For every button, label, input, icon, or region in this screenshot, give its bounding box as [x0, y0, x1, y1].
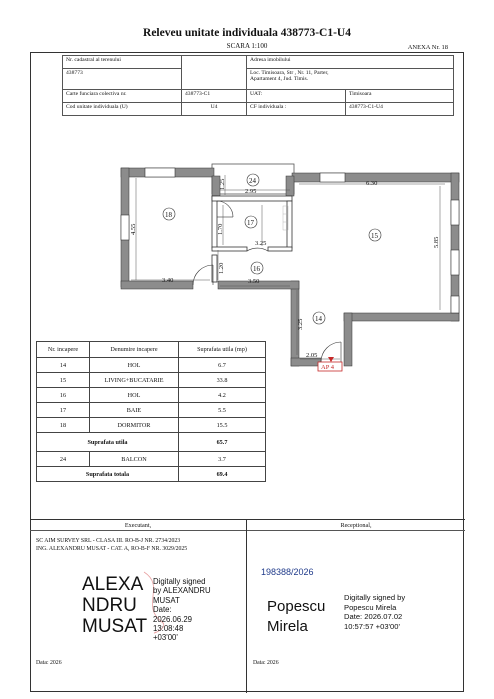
row-nr: 24 [37, 452, 90, 467]
room-label-16: 16 [253, 265, 260, 273]
dim-6-30: 6.30 [366, 180, 378, 187]
table-row [37, 358, 266, 373]
row-name: HOL [90, 388, 179, 403]
row-area: 5.5 [179, 403, 266, 418]
dim-3-25-bath: 3.25 [255, 240, 267, 247]
exec-digital-line: 2026.06.29 [153, 614, 193, 624]
dim-1-20: 1.20 [218, 262, 225, 274]
row-nr: 16 [37, 388, 90, 403]
executant-date: Data: 2026 [36, 660, 62, 666]
dim-2-95: 2.95 [245, 188, 257, 195]
receptional-block [246, 519, 465, 693]
executant-label: Executant, [124, 522, 152, 529]
receptional-signature-name [267, 597, 325, 637]
executant-name-part-2: NDRU [82, 595, 137, 616]
scale-label: SCARA 1:100 [226, 42, 268, 50]
table-row [37, 388, 266, 403]
row-area: 15.5 [179, 418, 266, 433]
exec-digital-line: Digitally signed [153, 577, 206, 586]
row-nr: 14 [37, 358, 90, 373]
table-row [37, 403, 266, 418]
unit-code-label: Cod unitate individuala (U) [63, 103, 182, 116]
receptional-name-part-1: Popescu [267, 598, 326, 615]
dimension-labels [130, 179, 440, 359]
dim-1-70: 1.70 [217, 223, 224, 235]
page-title: Releveu unitate individuala 438773-C1-U4 [143, 27, 351, 39]
executant-digital-signature [153, 577, 211, 643]
address-label: Adresa imobilului [247, 56, 454, 69]
col-header-name: Denumire incapere [90, 342, 179, 358]
rec-digital-line: 10:57:57 +03'00' [344, 621, 400, 631]
table-row [37, 452, 266, 467]
dim-3-50: 3.50 [248, 278, 260, 285]
rooms-table [36, 341, 266, 482]
room-label-18: 18 [165, 211, 172, 219]
cf-collective-label: Carte funciara colectiva nr. [63, 90, 182, 103]
row-nr: 18 [37, 418, 90, 433]
receptional-digital-signature [344, 593, 405, 631]
exec-digital-line: +03'00' [153, 633, 178, 643]
registration-number: 198388/2026 [261, 567, 314, 577]
executant-name-part-1: ALEXA [82, 574, 144, 595]
cf-individual-label: CF individuala : [247, 103, 346, 116]
rec-digital-line: Date: 2026.07.02 [344, 612, 403, 622]
row-area: 33.8 [179, 373, 266, 388]
row-nr: 15 [37, 373, 90, 388]
row-nr: 17 [37, 403, 90, 418]
executant-name-part-3: MUSAT [82, 616, 148, 637]
annex-label: ANEXA Nr. 18 [407, 44, 448, 51]
exec-digital-line: by ALEXANDRU [153, 586, 211, 596]
executant-engineer: ING. ALEXANDRU MUSAT - CAT. A, RO-B-F NR. 3029/2025 [36, 546, 188, 552]
row-area: 6.7 [179, 358, 266, 373]
room-label-14: 14 [315, 315, 322, 323]
room-label-15: 15 [371, 232, 378, 240]
receptional-name-part-2: Mirela [267, 618, 308, 635]
total-area-label: Suprafata totala [37, 467, 179, 482]
useful-area-label: Suprafata utila [37, 433, 179, 452]
address-line-2: Apartament 4, Jud. Timis. [250, 76, 309, 82]
room-label-17: 17 [247, 219, 254, 227]
room-label-24: 24 [249, 177, 256, 185]
col-header-area: Suprafata utila (mp) [179, 342, 266, 358]
executant-company: SC AIM SURVEY SRL - CLASA III. RO-B-J NR. 2734/2023 [36, 538, 181, 544]
cf-individual-value: 438773-C1-U4 [346, 103, 454, 116]
cf-collective-value: 438773-C1 [182, 90, 247, 103]
table-row [37, 418, 266, 433]
row-name: HOL [90, 358, 179, 373]
address-line-1: Loc. Timisoara, Str , Nr. 11, Parter, [250, 70, 329, 76]
row-name: LIVING+BUCATARIE [90, 373, 179, 388]
dim-4-55: 4.55 [130, 223, 137, 235]
access-point-label: AP 4 [321, 364, 334, 371]
access-point-arrow [328, 357, 334, 362]
exec-digital-line: Date: [153, 605, 172, 615]
row-name: BAIE [90, 403, 179, 418]
col-header-nr: Nr. incapere [37, 342, 90, 358]
useful-area-row [37, 433, 266, 452]
dim-5-85: 5.85 [433, 236, 440, 248]
cadastral-label: Nr. cadastral al terenului [63, 56, 182, 69]
uat-label: UAT: [247, 90, 346, 103]
receptional-date: Data: 2026 [253, 660, 279, 666]
total-area-row [37, 467, 266, 482]
dim-2-05: 2.05 [306, 352, 318, 359]
exec-digital-line: MUSAT [153, 595, 180, 605]
dim-1-25: 1.25 [219, 178, 226, 190]
receptional-divider [247, 530, 465, 531]
exec-digital-line: 13:08:48 [153, 624, 184, 634]
table-row [37, 373, 266, 388]
dim-3-40: 3.40 [162, 277, 174, 284]
row-name: BALCON [90, 452, 179, 467]
rec-digital-line: Popescu Mirela [344, 602, 397, 612]
row-area: 4.2 [179, 388, 266, 403]
dim-3-25-hall: 3.25 [297, 318, 304, 330]
executant-block [30, 519, 246, 693]
uat-value: Timisoara [346, 90, 454, 103]
receptional-label: Receptional, [340, 522, 372, 529]
rec-digital-line: Digitally signed by [344, 593, 406, 602]
row-area: 3.7 [179, 452, 266, 467]
row-name: DORMITOR [90, 418, 179, 433]
unit-code-value: U4 [182, 103, 247, 116]
executant-divider [30, 530, 246, 531]
cadastral-value: 438773 [63, 69, 182, 90]
total-area-value: 69.4 [179, 467, 266, 482]
useful-area-value: 65.7 [179, 433, 266, 452]
